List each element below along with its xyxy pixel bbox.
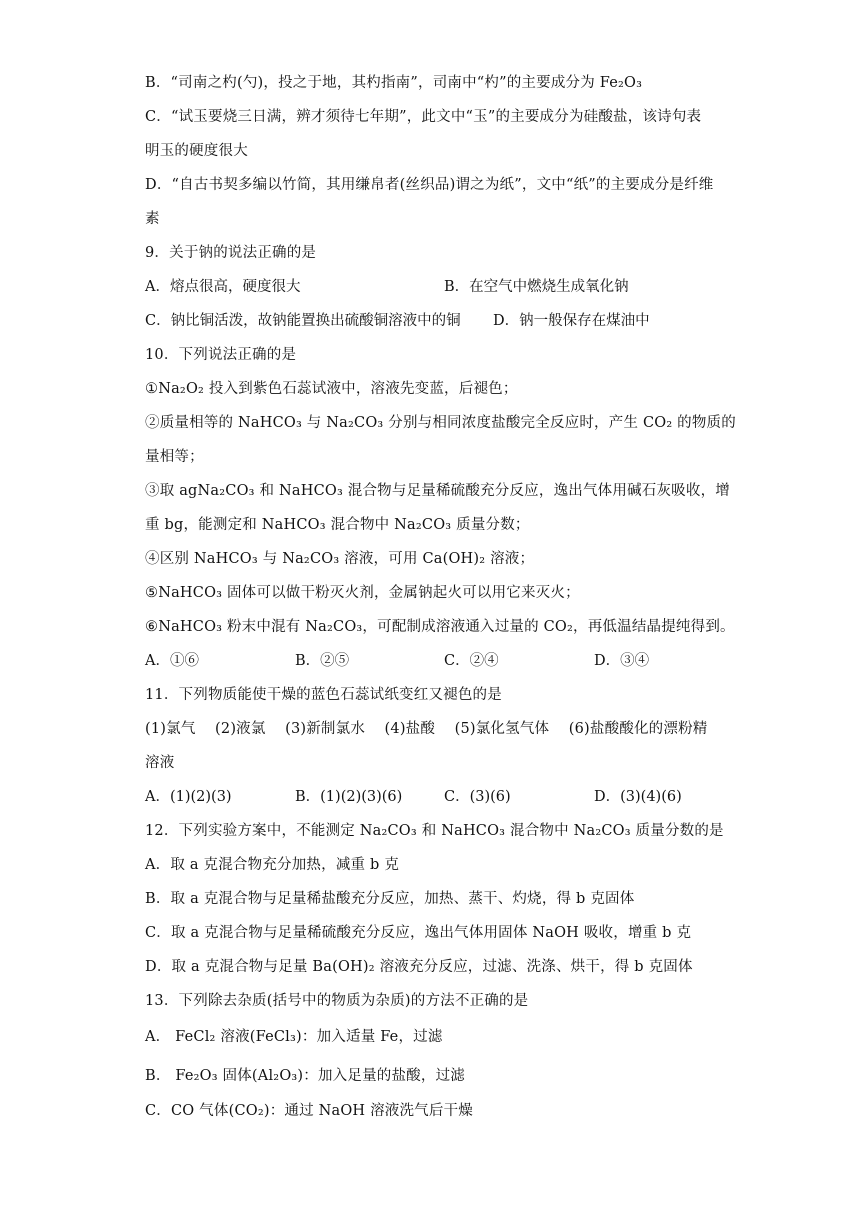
q10-statement-1: ①Na₂O₂ 投入到紫色石蕊试液中，溶液先变蓝，后褪色；: [145, 381, 518, 397]
q10-statement-2-cont: 量相等；: [145, 449, 204, 465]
q13-option-a: A． FeCl₂ 溶液(FeCl₃)：加入适量 Fe，过滤: [145, 1029, 443, 1045]
q8-option-c-cont: 明玉的硬度很大: [145, 143, 248, 159]
q10-option-b: B．②⑤: [295, 653, 350, 669]
q10-statement-6: ⑥NaHCO₃ 粉末中混有 Na₂CO₃，可配制成溶液通入过量的 CO₂，再低温结晶提纯得到。: [145, 619, 735, 635]
q11-items-cont: 溶液: [145, 755, 175, 771]
q10-statement-3: ③取 agNa₂CO₃ 和 NaHCO₃ 混合物与足量稀硫酸充分反应，逸出气体用碱石灰吸收，增: [145, 483, 730, 499]
q10-statement-2: ②质量相等的 NaHCO₃ 与 Na₂CO₃ 分别与相同浓度盐酸完全反应时，产生 CO₂ 的物质的: [145, 415, 736, 431]
q10-stem: 10．下列说法正确的是: [145, 347, 297, 363]
q12-stem: 12．下列实验方案中，不能测定 Na₂CO₃ 和 NaHCO₃ 混合物中 Na₂CO₃ 质量分数的是: [145, 823, 724, 839]
q13-option-b: B． Fe₂O₃ 固体(Al₂O₃)：加入足量的盐酸，过滤: [145, 1068, 465, 1084]
q10-option-d: D．③④: [594, 653, 650, 669]
q9-stem: 9．关于钠的说法正确的是: [145, 245, 317, 261]
q12-option-a: A．取 a 克混合物充分加热，减重 b 克: [145, 857, 400, 873]
q13-option-c: C．CO 气体(CO₂)：通过 NaOH 溶液洗气后干燥: [145, 1103, 473, 1119]
q12-option-c: C．取 a 克混合物与足量稀硫酸充分反应，逸出气体用固体 NaOH 吸收，增重 b 克: [145, 925, 692, 941]
q8-option-b: B．“司南之杓(勺)，投之于地，其杓指南”，司南中“杓”的主要成分为 Fe₂O₃: [145, 75, 643, 91]
q9-option-d: D．钠一般保存在煤油中: [493, 313, 650, 329]
q9-option-a: A．熔点很高，硬度很大: [145, 279, 301, 295]
q9-option-c: C．钠比铜活泼，故钠能置换出硫酸铜溶液中的铜: [145, 313, 461, 329]
q11-option-c: C．(3)(6): [444, 789, 511, 805]
q8-option-d: D．“自古书契多编以竹简，其用缣帛者(丝织品)谓之为纸”，文中“纸”的主要成分是纤维: [145, 177, 714, 193]
q10-statement-4: ④区别 NaHCO₃ 与 Na₂CO₃ 溶液，可用 Ca(OH)₂ 溶液；: [145, 551, 535, 567]
q10-statement-5: ⑤NaHCO₃ 固体可以做干粉灭火剂，金属钠起火可以用它来灭火；: [145, 585, 580, 601]
q12-option-b: B．取 a 克混合物与足量稀盐酸充分反应，加热、蒸干、灼烧，得 b 克固体: [145, 891, 635, 907]
q11-items: (1)氯气 (2)液氯 (3)新制氯水 (4)盐酸 (5)氯化氢气体 (6)盐酸酸化的漂粉精: [145, 721, 708, 737]
q11-option-a: A．(1)(2)(3): [145, 789, 232, 805]
q10-statement-3-cont: 重 bg，能测定和 NaHCO₃ 混合物中 Na₂CO₃ 质量分数；: [145, 517, 530, 533]
q11-option-d: D．(3)(4)(6): [594, 789, 682, 805]
q8-option-d-cont: 素: [145, 211, 160, 227]
q13-stem: 13．下列除去杂质(括号中的物质为杂质)的方法不正确的是: [145, 993, 529, 1009]
q12-option-d: D．取 a 克混合物与足量 Ba(OH)₂ 溶液充分反应，过滤、洗涤、烘干，得 b 克固体: [145, 959, 693, 975]
q11-option-b: B．(1)(2)(3)(6): [295, 789, 403, 805]
q8-option-c: C．“试玉要烧三日满，辨才须待七年期”，此文中“玉”的主要成分为硅酸盐，该诗句表: [145, 109, 702, 125]
q11-stem: 11．下列物质能使干燥的蓝色石蕊试纸变红又褪色的是: [145, 687, 502, 703]
q9-option-b: B．在空气中燃烧生成氧化钠: [444, 279, 629, 295]
q10-option-a: A．①⑥: [145, 653, 199, 669]
q10-option-c: C．②④: [444, 653, 499, 669]
